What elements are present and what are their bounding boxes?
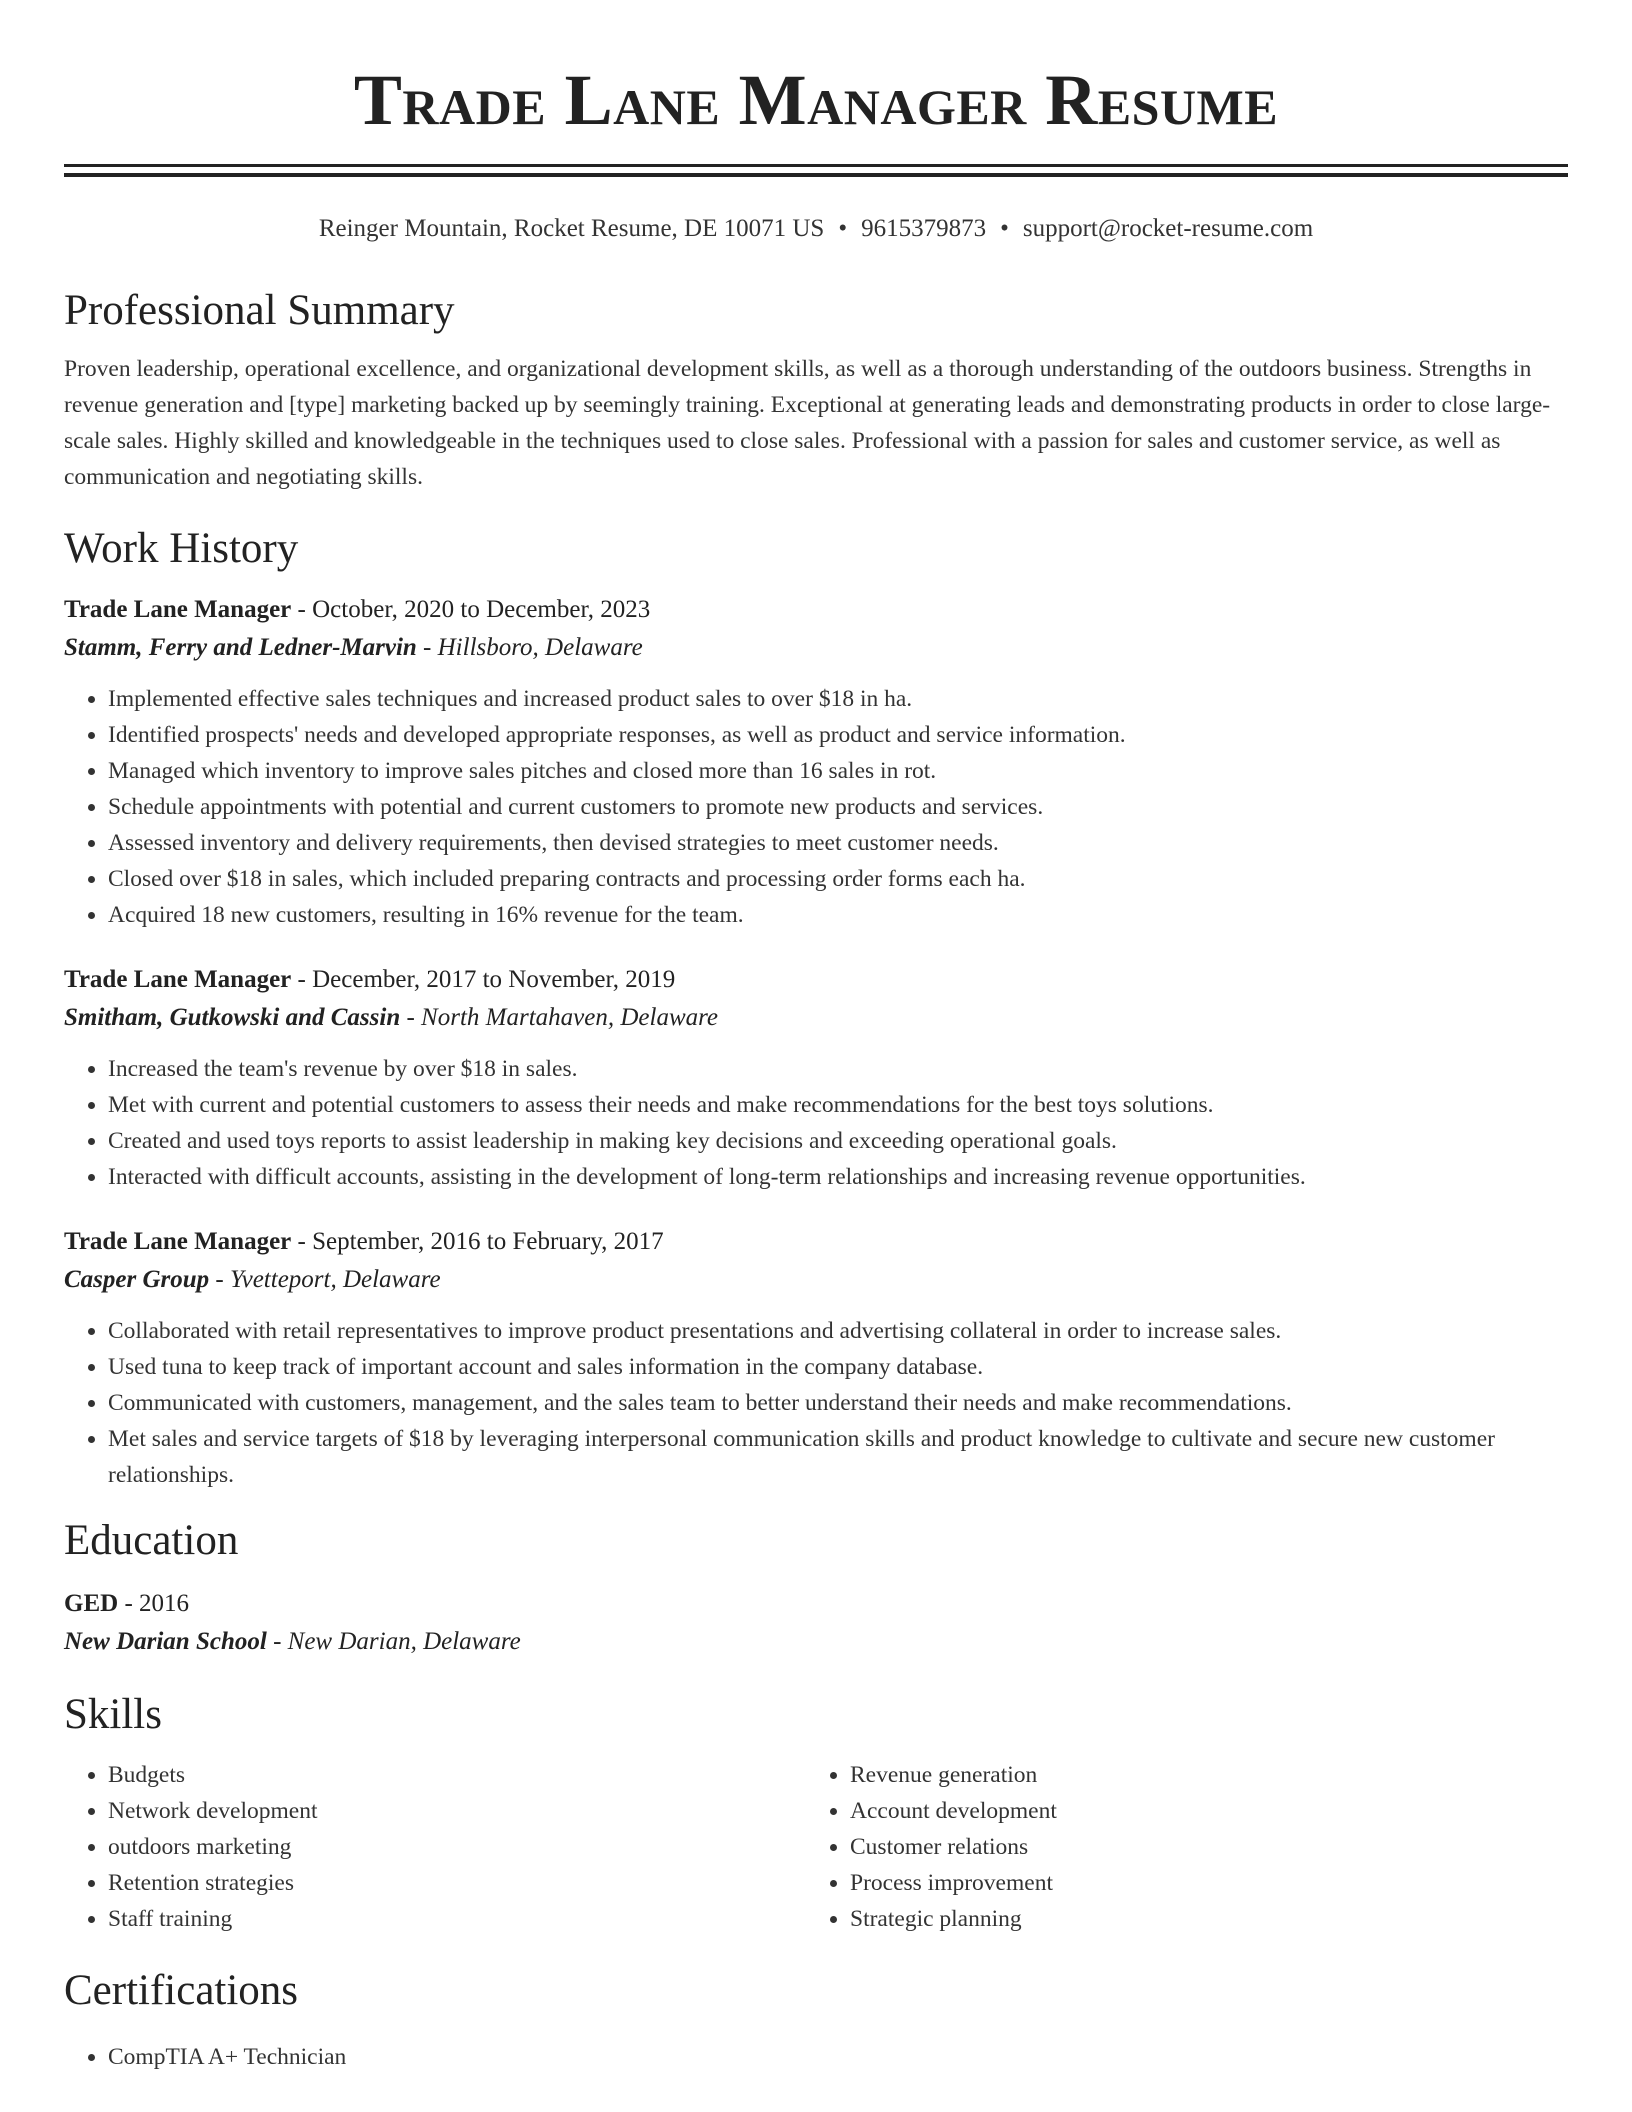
- job-bullet: • Communicated with customers, management, and the sales team to better understand their needs and make recommendations.: [108, 1385, 1568, 1421]
- title-rule-bottom: [64, 173, 1568, 177]
- job-entry: [64, 1223, 1568, 1493]
- job-bullet: • Acquired 18 new customers, resulting in 16% revenue for the team.: [108, 897, 1568, 933]
- skill-item: • Budgets: [108, 1757, 806, 1793]
- skill-item: • Network development: [108, 1793, 806, 1829]
- contact-address: Reinger Mountain, Rocket Resume, DE 10071 US: [318, 215, 825, 242]
- skills-heading: Skills: [64, 1691, 162, 1738]
- job-title-line: [64, 591, 1568, 629]
- employer-location: - Hillsboro, Delaware: [416, 634, 643, 661]
- certification-item: • CompTIA A+ Technician: [108, 2039, 1568, 2075]
- job-title-line: [64, 1223, 1568, 1261]
- job-bullet: • Interacted with difficult accounts, assisting in the development of long-term relationships and increasing revenue opportunities.: [108, 1159, 1568, 1195]
- job-title: Trade Lane Manager: [64, 966, 292, 993]
- education-entry: [64, 1585, 1568, 1661]
- title-rule-top: [64, 164, 1568, 167]
- skills-grid: [64, 1757, 1568, 1937]
- job-bullet: • Used tuna to keep track of important account and sales information in the company database.: [108, 1349, 1568, 1385]
- job-entry: [64, 961, 1568, 1195]
- employer-line: [64, 629, 1568, 667]
- job-title: Trade Lane Manager: [64, 1228, 292, 1255]
- school-location: - New Darian, Delaware: [266, 1628, 521, 1655]
- skill-item: • Customer relations: [850, 1829, 1548, 1865]
- work-history-heading: Work History: [64, 525, 299, 572]
- skill-item: • Process improvement: [850, 1865, 1548, 1901]
- degree-line: [64, 1585, 1568, 1623]
- skill-item: • Account development: [850, 1793, 1548, 1829]
- job-bullets: [64, 1051, 1568, 1195]
- job-dates: - October, 2020 to December, 2023: [291, 596, 651, 623]
- job-bullet: • Schedule appointments with potential and current customers to promote new products and services.: [108, 789, 1568, 825]
- certifications-heading: Certifications: [64, 1967, 299, 2014]
- employer-location: - North Martahaven, Delaware: [400, 1004, 719, 1031]
- job-bullets: [64, 1313, 1568, 1493]
- school-line: [64, 1623, 1568, 1661]
- employer-location: - Yvetteport, Delaware: [209, 1266, 441, 1293]
- job-bullet: • Created and used toys reports to assist leadership in making key decisions and exceeding operational goals.: [108, 1123, 1568, 1159]
- job-bullet: • Closed over $18 in sales, which included preparing contracts and processing order forms each ha.: [108, 861, 1568, 897]
- employer-line: [64, 999, 1568, 1037]
- degree-year: - 2016: [118, 1590, 190, 1617]
- certifications-list: [64, 2039, 1568, 2075]
- contact-email: support@rocket-resume.com: [1022, 215, 1314, 242]
- job-entry: [64, 591, 1568, 933]
- skill-item: • Revenue generation: [850, 1757, 1548, 1793]
- degree-name: GED: [64, 1590, 119, 1617]
- skill-item: • Retention strategies: [108, 1865, 806, 1901]
- education-heading: Education: [64, 1517, 239, 1564]
- skill-item: • outdoors marketing: [108, 1829, 806, 1865]
- resume-title: Trade Lane Manager Resume: [353, 60, 1279, 140]
- job-dates: - December, 2017 to November, 2019: [291, 966, 676, 993]
- skills-column-left: [64, 1757, 806, 1937]
- employer-line: [64, 1261, 1568, 1299]
- contact-line: [64, 213, 1568, 245]
- skill-item: • Strategic planning: [850, 1901, 1548, 1937]
- resume-page: [64, 0, 1568, 2075]
- contact-phone: 9615379873: [861, 215, 987, 242]
- contact-separator: •: [1000, 215, 1009, 242]
- job-bullet: • Identified prospects' needs and developed appropriate responses, as well as product and service information.: [108, 717, 1568, 753]
- job-title-line: [64, 961, 1568, 999]
- school-name: New Darian School: [64, 1628, 267, 1655]
- job-bullets: [64, 681, 1568, 933]
- job-bullet: • Implemented effective sales techniques and increased product sales to over $18 in ha.: [108, 681, 1568, 717]
- job-bullet: • Collaborated with retail representatives to improve product presentations and advertising collateral in order to increase sales.: [108, 1313, 1568, 1349]
- summary-heading: Professional Summary: [64, 287, 455, 334]
- job-bullet: • Managed which inventory to improve sales pitches and closed more than 16 sales in rot.: [108, 753, 1568, 789]
- employer-name: Stamm, Ferry and Ledner-Marvin: [64, 634, 417, 661]
- skill-item: • Staff training: [108, 1901, 806, 1937]
- summary-text: Proven leadership, operational excellence, and organizational development skills, as well as a thorough understanding of the outdoors business. Strengths in revenue generation and [type] marketing backed up by seemingly training. Exceptional at generating leads and demonstrating products in order to close large-scale sales. Highly skilled and knowledgeable in the techniques used to close sales. Professional with a passion for sales and customer service, as well as communication and negotiating skills.: [64, 356, 1551, 490]
- job-bullet: • Met sales and service targets of $18 by leveraging interpersonal communication skills and product knowledge to cultivate and secure new customer relationships.: [108, 1421, 1568, 1493]
- employer-name: Smitham, Gutkowski and Cassin: [64, 1004, 401, 1031]
- job-dates: - September, 2016 to February, 2017: [291, 1228, 664, 1255]
- employer-name: Casper Group: [64, 1266, 210, 1293]
- job-bullet: • Increased the team's revenue by over $18 in sales.: [108, 1051, 1568, 1087]
- job-title: Trade Lane Manager: [64, 596, 292, 623]
- skills-column-right: [806, 1757, 1548, 1937]
- job-bullet: • Assessed inventory and delivery requirements, then devised strategies to meet customer needs.: [108, 825, 1568, 861]
- contact-separator: •: [838, 215, 848, 242]
- job-bullet: • Met with current and potential customers to assess their needs and make recommendations for the best toys solutions.: [108, 1087, 1568, 1123]
